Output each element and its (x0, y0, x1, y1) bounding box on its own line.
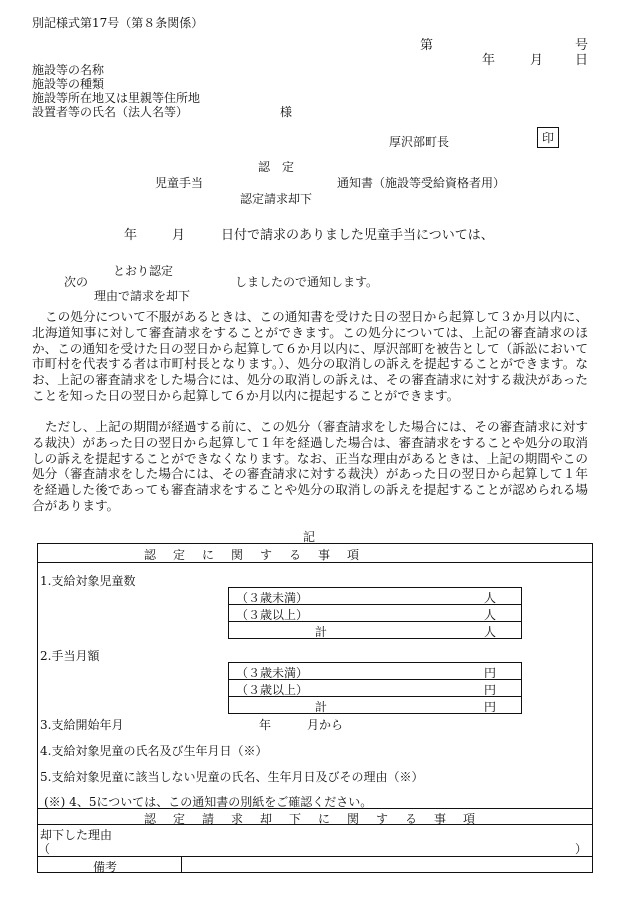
decision-option-approve: とおり認定 (113, 264, 174, 278)
appeal-paragraph-1: この処分について不服があるときは、この通知書を受けた日の翌日から起算して３か月以内に、北海道知事に対して審査請求をすることができます。この処分については、上記の審査請求のほか、この通知を受けた日の翌日から起算して６か月以内に、厚沢部町を被告として（訴訟において市町村を代表する者は市町村長となります。）、処分の取消しの訴えを提起することができます。なお、上記の審査請求をした場合には、処分の取消しの訴えは、その審査請求に対する裁決があったことを知った日の翌日から起算して６か月以内に提起することができます。 (32, 309, 588, 403)
body-date-text: 日付で請求のありました児童手当については、 (221, 228, 494, 243)
divider (181, 856, 182, 873)
section-rejection-header: 認定請求却下に関する事項 (144, 812, 493, 826)
date-day: 日 (575, 53, 589, 68)
title-left: 児童手当 (155, 176, 204, 190)
item-monthly-amount-label: 2.手当月額 (40, 649, 100, 663)
item-start-month-label: 3.支給開始年月 (40, 718, 124, 732)
start-month-unit: 月から (307, 718, 344, 732)
remarks-label: 備考 (93, 860, 118, 874)
decision-conclusion: しましたので通知します。 (235, 275, 379, 289)
recipient-facility-name: 施設等の名称 (32, 63, 105, 77)
amount-over3-unit: 円 (484, 683, 497, 697)
body-date-year: 年 (124, 228, 138, 243)
start-year-unit: 年 (259, 718, 272, 732)
doc-number-suffix: 号 (575, 38, 589, 53)
rejection-reason-label: 却下した理由 (40, 828, 113, 842)
title-option-approve: 認 定 (258, 160, 295, 174)
title-option-reject: 認定請求却下 (240, 192, 313, 206)
issuer-name: 厚沢部町長 (389, 135, 450, 149)
decision-next: 次の (64, 275, 89, 289)
date-month: 月 (530, 53, 544, 68)
honorific: 様 (280, 105, 293, 119)
child-count-over3-unit: 人 (484, 608, 497, 622)
recipient-facility-type: 施設等の種類 (32, 77, 105, 91)
recipient-address: 施設等所在地又は里親等住所地 (32, 91, 201, 105)
child-count-total-unit: 人 (484, 625, 497, 639)
paren-close: ） (575, 842, 588, 856)
divider (37, 808, 593, 809)
form-number: 別記様式第17号（第８条関係） (32, 16, 204, 30)
section-approval-header: 認定に関する事項 (144, 548, 377, 562)
amount-over3-label: （３歳以上） (236, 683, 309, 697)
decision-option-reject: 理由で請求を却下 (94, 289, 191, 303)
amount-under3-unit: 円 (484, 666, 497, 680)
child-count-total-label: 計 (315, 625, 328, 639)
item-child-names-label: 4.支給対象児童の氏名及び生年月日（※） (40, 744, 268, 758)
child-count-over3-label: （３歳以上） (236, 608, 309, 622)
item-child-count-label: 1.支給対象児童数 (40, 574, 136, 588)
date-year: 年 (482, 53, 496, 68)
title-right: 通知書（施設等受給資格者用） (337, 176, 506, 190)
appeal-paragraph-2: ただし、上記の期間が経過する前に、この処分（審査請求をした場合には、その審査請求に対する裁決）があった日の翌日から起算して１年を経過した場合は、審査請求をすることや処分の取消しの訴えを提起することができなくなります。なお、正当な理由があるときは、上記の期間やこの処分（審査請求をした場合には、その審査請求に対する裁決）があった日の翌日から起算して１年を経過した後であっても審査請求をすることや処分の取消しの訴えを提起することが認められる場合があります。 (32, 419, 588, 513)
doc-number-prefix: 第 (420, 38, 434, 53)
child-count-under3-unit: 人 (484, 591, 497, 605)
ki-label: 記 (303, 530, 316, 544)
attachment-note: (※) 4、5については、この通知書の別紙をご確認ください。 (44, 795, 373, 809)
child-count-under3-label: （３歳未満） (236, 591, 309, 605)
paren-open: （ (38, 842, 51, 856)
amount-total-label: 計 (315, 700, 328, 714)
seal-text: 印 (542, 131, 555, 145)
item-ineligible-children-label: 5.支給対象児童に該当しない児童の氏名、生年月日及びその理由（※） (40, 770, 424, 784)
recipient-establisher: 設置者等の氏名（法人名等） (32, 105, 189, 119)
divider (37, 856, 593, 857)
body-date-month: 月 (172, 228, 186, 243)
amount-under3-label: （３歳未満） (236, 666, 309, 680)
amount-total-unit: 円 (484, 700, 497, 714)
seal-box (537, 127, 559, 148)
